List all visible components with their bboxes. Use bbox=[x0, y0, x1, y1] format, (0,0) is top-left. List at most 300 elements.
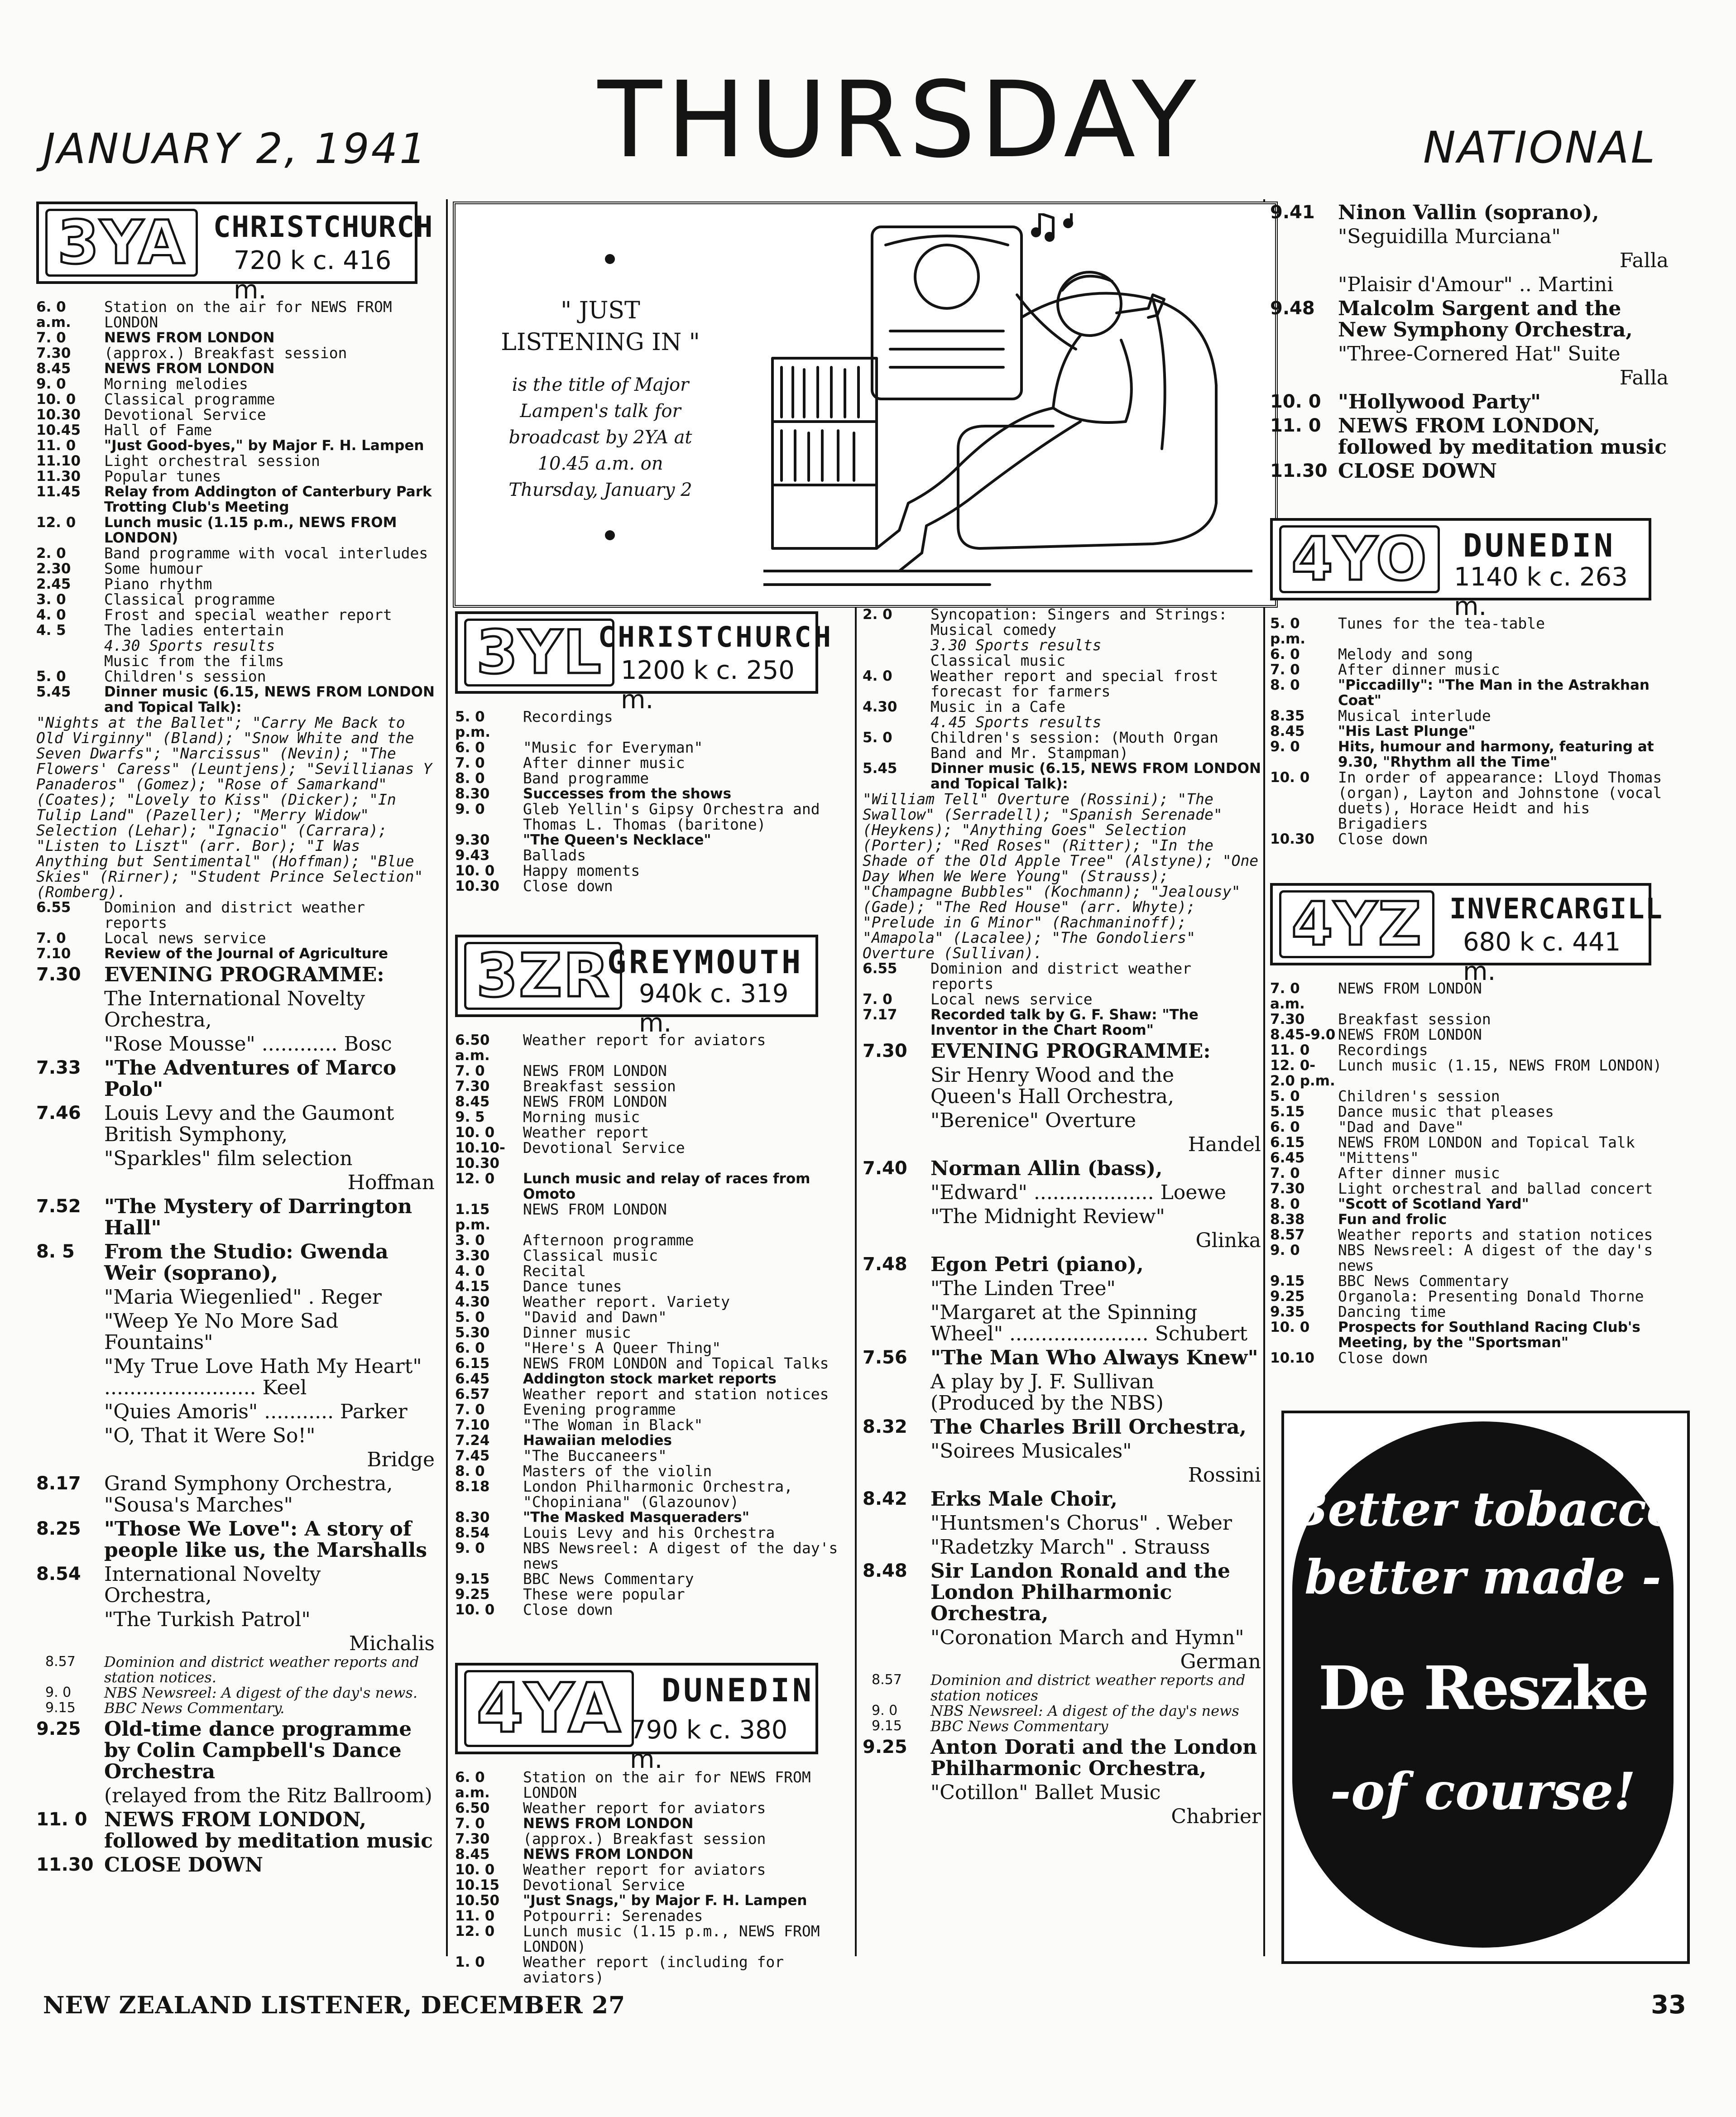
entry-time: 6.50 bbox=[455, 1800, 490, 1816]
entry-title: Weather report for aviators bbox=[523, 1799, 766, 1817]
entry-time: 5. 0 bbox=[1270, 1088, 1300, 1104]
bullet-dot bbox=[605, 530, 615, 540]
entry-title: Ninon Vallin (soprano), bbox=[1338, 201, 1599, 224]
entry-title: Malcolm Sargent and the New Symphony Orchestra, bbox=[1338, 297, 1633, 341]
schedule-entry bbox=[1270, 1227, 1669, 1243]
entry-title: Light orchestral session bbox=[104, 452, 320, 470]
entry-title: "The Linden Tree" bbox=[930, 1277, 1116, 1300]
entry-title: Hawaiian melodies bbox=[523, 1432, 672, 1449]
spacer bbox=[36, 1449, 104, 1470]
entry-title: Weather report and station notices bbox=[523, 1385, 829, 1403]
entry-time: 7.52 bbox=[36, 1196, 81, 1217]
schedule-entry bbox=[863, 1560, 1261, 1624]
column-rule bbox=[446, 199, 448, 1956]
schedule-entry bbox=[1270, 724, 1669, 739]
schedule-entry bbox=[1270, 739, 1669, 770]
schedule-entry bbox=[863, 1347, 1261, 1368]
entry-title: "Hollywood Party" bbox=[1338, 390, 1541, 413]
entry-title: NEWS FROM LONDON bbox=[523, 1200, 667, 1218]
entry-title: "Those We Love": A story of people like us, the Marshalls bbox=[104, 1517, 427, 1562]
entry-time bbox=[36, 1287, 104, 1308]
entry-time: 11. 0 bbox=[36, 437, 76, 454]
schedule-entry bbox=[36, 946, 435, 961]
programme-list bbox=[455, 1770, 854, 1985]
feature-quote: " JUST LISTENING IN " bbox=[501, 297, 700, 356]
entry-time: 7. 0 bbox=[1270, 662, 1300, 678]
entry-title: "The Adventures of Marco Polo" bbox=[104, 1056, 397, 1101]
entry-title: Classical music bbox=[523, 1247, 658, 1264]
schedule-entry bbox=[36, 1854, 435, 1876]
schedule-entry bbox=[36, 669, 435, 684]
entry-time: 6.55 bbox=[863, 960, 897, 977]
composer-name: Falla bbox=[1619, 366, 1669, 389]
spacer bbox=[36, 1172, 104, 1193]
entry-title: The ladies entertain bbox=[104, 621, 284, 639]
schedule-entry bbox=[863, 761, 1261, 792]
entry-time: 10.50 bbox=[455, 1892, 500, 1909]
schedule-entry bbox=[863, 1206, 1261, 1227]
entry-title: Gleb Yellin's Gipsy Orchestra and Thomas L. Thomas (baritone) bbox=[523, 800, 820, 833]
schedule-entry bbox=[36, 453, 435, 469]
schedule-entry bbox=[455, 1464, 854, 1479]
entry-title: Dominion and district weather reports and station notices bbox=[930, 1671, 1246, 1704]
schedule-entry bbox=[455, 1356, 854, 1371]
station-frequency: 1140 k c. 263 m. bbox=[1454, 562, 1628, 621]
entry-title: Prospects for Southland Racing Club's Meeting, by the "Sportsman" bbox=[1338, 1319, 1640, 1351]
schedule-entry bbox=[455, 1433, 854, 1448]
schedule-entry bbox=[863, 1703, 1261, 1719]
programme-list bbox=[1270, 616, 1669, 847]
entry-title: Review of the Journal of Agriculture bbox=[104, 946, 388, 962]
entry-title: CLOSE DOWN bbox=[1338, 460, 1497, 483]
entry-time: 10. 0 bbox=[1270, 1319, 1310, 1335]
schedule-entry bbox=[455, 1263, 854, 1279]
schedule-entry bbox=[455, 1294, 854, 1310]
entry-time: 6.15 bbox=[1270, 1134, 1305, 1151]
entry-title: Musical interlude bbox=[1338, 707, 1491, 725]
entry-time: 11.10 bbox=[36, 453, 81, 469]
schedule-entry bbox=[1270, 202, 1669, 223]
entry-time: 8. 0 bbox=[455, 770, 485, 787]
entry-title: "Sparkles" film selection bbox=[104, 1147, 353, 1170]
schedule-entry bbox=[863, 1440, 1261, 1462]
station-logo-4ya bbox=[455, 1663, 818, 1774]
entry-title: "Soirees Musicales" bbox=[930, 1440, 1132, 1463]
station-city: INVERCARGILL bbox=[1449, 892, 1663, 925]
entry-time: 8.35 bbox=[1270, 708, 1305, 724]
entry-title: Dominion and district weather reports bbox=[104, 898, 365, 931]
entry-title: Lunch music (1.15 p.m., NEWS FROM LONDON) bbox=[104, 514, 397, 546]
entry-time: 11. 0 bbox=[36, 1809, 87, 1830]
schedule-entry bbox=[863, 1737, 1261, 1779]
entry-time: 8.48 bbox=[863, 1560, 907, 1581]
schedule-entry bbox=[36, 1654, 435, 1685]
entry-title: Local news service bbox=[104, 929, 266, 947]
programme-list bbox=[455, 709, 854, 894]
station-frequency: 720 k c. 416 m. bbox=[234, 246, 392, 305]
schedule-entry bbox=[36, 576, 435, 592]
entry-time: 9. 0 bbox=[1270, 739, 1300, 755]
schedule-entry bbox=[863, 1278, 1261, 1299]
schedule-entry bbox=[1270, 1119, 1669, 1135]
schedule-entry bbox=[455, 786, 854, 802]
entry-title: After dinner music bbox=[1338, 661, 1500, 678]
entry-time bbox=[1270, 226, 1338, 247]
entry-title: "Plaisir d'Amour" .. Martini bbox=[1338, 273, 1614, 296]
schedule-entry bbox=[863, 1254, 1261, 1275]
entry-time: 8.57 bbox=[45, 1654, 76, 1670]
entry-title: NEWS FROM LONDON bbox=[104, 330, 275, 346]
entry-title: Melody and song bbox=[1338, 645, 1473, 663]
entry-title: Masters of the violin bbox=[523, 1462, 712, 1480]
entry-time: 6.50 a.m. bbox=[455, 1032, 490, 1064]
entry-time: 6. 0 bbox=[455, 739, 485, 756]
entry-title: NEWS FROM LONDON bbox=[1338, 979, 1482, 997]
entry-title: NBS Newsreel: A digest of the day's news. bbox=[104, 1684, 418, 1701]
schedule-entry bbox=[36, 592, 435, 607]
entry-title: Local news service bbox=[930, 990, 1093, 1008]
schedule-entry bbox=[455, 1371, 854, 1387]
entry-time: 7.30 bbox=[863, 1041, 907, 1061]
entry-title: International Novelty Orchestra, bbox=[104, 1563, 321, 1607]
entry-time: 12. 0-2.0 p.m. bbox=[1270, 1057, 1335, 1089]
entry-time: 8.54 bbox=[36, 1564, 81, 1584]
entry-title: From the Studio: Gwenda Weir (soprano), bbox=[104, 1240, 388, 1285]
entry-time: 7.46 bbox=[36, 1103, 81, 1123]
entry-time: 12. 0 bbox=[36, 514, 76, 531]
schedule-entry bbox=[36, 346, 435, 361]
composer-line bbox=[863, 1806, 1261, 1827]
music-titles: "Nights at the Ballet"; "Carry Me Back to Old Virginny" (Bland); "Snow White and the Seven Dwarfs"; "Narcissus" (Nevin); "The Flowers' Caress" (Leuntjens); "Sevillianas Y Panaderos" (Gomez); "Rose of Samarkand" (Coates); "Lovely to Kiss" (Dicker); "In Tulip Land" (Pazeller); "Merry Widow" Selection (Lehar); "Ignacio" (Carrara); "Listen to Liszt" (arr. Bor); "I Was Anything but Sentimental" (Hoffman); "Blue Skies" (Rirner); "Student Prince Selection" (Romberg). bbox=[36, 714, 432, 901]
schedule-entry bbox=[455, 1202, 854, 1233]
entry-title: "Maria Wiegenlied" . Reger bbox=[104, 1286, 382, 1309]
entry-title: "The Woman in Black" bbox=[523, 1416, 703, 1434]
entry-time bbox=[863, 1440, 930, 1462]
entry-title: Weather reports and station notices bbox=[1338, 1226, 1653, 1243]
entry-title: Happy moments bbox=[523, 862, 640, 879]
entry-time: 9. 0 bbox=[45, 1685, 72, 1700]
entry-time bbox=[863, 653, 930, 668]
schedule-entry bbox=[1270, 343, 1669, 365]
schedule-entry bbox=[455, 848, 854, 863]
schedule-entry bbox=[1270, 1289, 1669, 1304]
entry-time bbox=[36, 1033, 104, 1055]
feature-box bbox=[453, 202, 1278, 608]
entry-title: Classical programme bbox=[104, 390, 275, 408]
schedule-entry bbox=[36, 376, 435, 392]
schedule-entry bbox=[36, 1241, 435, 1284]
schedule-entry bbox=[36, 1785, 435, 1806]
spacer bbox=[863, 1651, 930, 1672]
schedule-entry bbox=[1270, 662, 1669, 677]
entry-time bbox=[36, 1785, 104, 1806]
composer-line bbox=[863, 1651, 1261, 1672]
entry-time: 10. 0 bbox=[455, 1124, 495, 1141]
entry-title: NBS Newsreel: A digest of the day's news bbox=[1338, 1241, 1653, 1274]
entry-time: 8. 0 bbox=[455, 1463, 485, 1479]
column-3ya bbox=[36, 202, 435, 1876]
entry-time: 7.30 bbox=[455, 1831, 490, 1847]
entry-title: Popular tunes bbox=[104, 467, 221, 485]
programme-list bbox=[1270, 202, 1669, 482]
schedule-entry bbox=[1270, 647, 1669, 662]
entry-time: 10.45 bbox=[36, 422, 81, 438]
entry-title: Dance tunes bbox=[523, 1277, 622, 1295]
entry-time: 7. 0 bbox=[455, 1063, 485, 1079]
programme-list bbox=[36, 299, 435, 1876]
entry-title: "Piccadilly": "The Man in the Astrakhan Coat" bbox=[1338, 677, 1650, 709]
schedule-sub-entry bbox=[36, 638, 435, 653]
entry-title: Weather report for aviators bbox=[523, 1861, 766, 1878]
entry-time: 10. 0 bbox=[455, 1862, 495, 1878]
entry-time: 10.10 bbox=[1270, 1350, 1315, 1366]
entry-time: 2.45 bbox=[36, 576, 71, 592]
entry-time bbox=[863, 1278, 930, 1299]
entry-time bbox=[1270, 274, 1338, 295]
entry-time: 4. 0 bbox=[455, 1263, 485, 1279]
schedule-entry bbox=[863, 653, 1261, 668]
entry-title: Sir Landon Ronald and the London Philharmonic Orchestra, bbox=[930, 1560, 1230, 1625]
entry-title: Grand Symphony Orchestra, "Sousa's Marches" bbox=[104, 1472, 393, 1517]
entry-title: BBC News Commentary bbox=[523, 1570, 694, 1588]
entry-title: Morning music bbox=[523, 1108, 640, 1126]
station-logo-3ya bbox=[36, 202, 434, 305]
schedule-entry bbox=[863, 1488, 1261, 1510]
entry-time: 2. 0 bbox=[36, 545, 66, 562]
entry-time: 9.25 bbox=[36, 1719, 81, 1739]
entry-time: 10. 0 bbox=[1270, 391, 1321, 412]
entry-time: 11.30 bbox=[36, 1854, 94, 1875]
schedule-entry bbox=[863, 668, 1261, 699]
schedule-entry bbox=[1270, 274, 1669, 295]
entry-time: 4. 0 bbox=[863, 668, 892, 684]
schedule-entry bbox=[36, 392, 435, 407]
entry-time: 9.15 bbox=[872, 1718, 902, 1734]
station-logo-3zr bbox=[455, 935, 818, 1038]
entry-time bbox=[863, 1110, 930, 1131]
entry-time: 7.45 bbox=[455, 1448, 490, 1464]
entry-title: Weather report. Variety bbox=[523, 1293, 730, 1311]
schedule-entry bbox=[1270, 677, 1669, 708]
schedule-entry bbox=[455, 1171, 854, 1202]
advert-line-2: better made - bbox=[1304, 1549, 1661, 1605]
weekday-title: THURSDAY bbox=[598, 59, 1201, 181]
advert-reference: DR.132.3 bbox=[1597, 1924, 1655, 1939]
schedule-entry bbox=[863, 607, 1261, 638]
entry-time: 11. 0 bbox=[455, 1908, 495, 1924]
entry-title: CLOSE DOWN bbox=[104, 1853, 264, 1877]
entry-title: Station on the air for NEWS FROM LONDON bbox=[523, 1768, 811, 1801]
entry-time: 5.45 bbox=[36, 684, 71, 700]
entry-time: 8.57 bbox=[1270, 1227, 1305, 1243]
entry-title: "Just Good-byes," by Major F. H. Lampen bbox=[104, 437, 424, 454]
schedule-entry bbox=[455, 1862, 854, 1877]
entry-time bbox=[863, 1206, 930, 1227]
composer-name: Chabrier bbox=[1171, 1805, 1261, 1828]
schedule-entry bbox=[863, 1007, 1261, 1038]
entry-time: 3. 0 bbox=[455, 1232, 485, 1248]
entry-title: Children's session: (Mouth Organ Band and Mr. Stampman) bbox=[930, 729, 1218, 762]
feature-text bbox=[496, 295, 705, 503]
network-label: NATIONAL bbox=[1423, 122, 1657, 173]
schedule-entry bbox=[455, 1387, 854, 1402]
entry-title: "Radetzky March" . Strauss bbox=[930, 1536, 1210, 1559]
programme-list bbox=[1270, 981, 1669, 1366]
entry-title: Station on the air for NEWS FROM LONDON bbox=[104, 298, 392, 331]
schedule-entry bbox=[1270, 226, 1669, 247]
entry-time: 10.30 bbox=[36, 407, 81, 423]
entry-time: 7. 0 a.m. bbox=[1270, 980, 1305, 1012]
station-call-sign: 4YO bbox=[1279, 525, 1440, 593]
entry-time: 9.25 bbox=[1270, 1288, 1305, 1305]
schedule-entry bbox=[863, 1371, 1261, 1414]
entry-time: 8.45 bbox=[36, 360, 71, 377]
schedule-entry bbox=[1270, 708, 1669, 724]
schedule-entry bbox=[455, 1525, 854, 1541]
entry-title: Lunch music (1.15 p.m., NEWS FROM LONDON) bbox=[523, 1922, 820, 1955]
station-city: GREYMOUTH bbox=[607, 944, 804, 981]
entry-note: 4.45 Sports results bbox=[930, 713, 1102, 731]
entry-title: Louis Levy and his Orchestra bbox=[523, 1524, 775, 1541]
schedule-entry bbox=[863, 730, 1261, 761]
entry-title: BBC News Commentary bbox=[1338, 1272, 1509, 1290]
entry-time: 5.45 bbox=[863, 760, 897, 777]
entry-time: 9.43 bbox=[455, 847, 490, 864]
entry-time: 5. 0 p.m. bbox=[1270, 615, 1306, 647]
entry-time bbox=[36, 1609, 104, 1630]
entry-time: 6. 0 bbox=[455, 1340, 485, 1356]
entry-title: "The Turkish Patrol" bbox=[104, 1608, 311, 1631]
entry-time: 8.25 bbox=[36, 1518, 81, 1539]
entry-title: Hall of Fame bbox=[104, 421, 212, 439]
entry-title: Lunch music and relay of races from Omoto bbox=[523, 1171, 810, 1202]
entry-time: 7. 0 bbox=[1270, 1165, 1300, 1181]
entry-time bbox=[36, 1148, 104, 1169]
entry-time bbox=[36, 1401, 104, 1422]
composer-name: Falla bbox=[1619, 249, 1669, 272]
schedule-entry bbox=[36, 1057, 435, 1100]
schedule-entry bbox=[1270, 1273, 1669, 1289]
schedule-entry bbox=[863, 1302, 1261, 1344]
entry-title: Fun and frolic bbox=[1338, 1211, 1447, 1228]
schedule-entry bbox=[863, 699, 1261, 715]
entry-time bbox=[863, 1371, 930, 1414]
entry-time: 5. 0 p.m. bbox=[455, 709, 491, 740]
entry-note: 4.30 Sports results bbox=[104, 637, 275, 654]
entry-title: "His Last Plunge" bbox=[1338, 723, 1476, 739]
spacer bbox=[863, 1464, 930, 1486]
composer-line bbox=[36, 1633, 435, 1654]
advert-tagline: -of course! bbox=[1330, 1762, 1636, 1821]
issue-date: JANUARY 2, 1941 bbox=[43, 125, 428, 173]
schedule-entry bbox=[455, 1924, 854, 1954]
schedule-entry bbox=[1270, 1212, 1669, 1227]
schedule-entry bbox=[455, 1079, 854, 1094]
station-logo-3yl bbox=[455, 611, 834, 715]
programme-list bbox=[455, 1032, 854, 1618]
schedule-entry bbox=[36, 988, 435, 1031]
entry-title: Music in a Cafe bbox=[930, 698, 1066, 715]
entry-time: 6. 0 a.m. bbox=[36, 299, 71, 331]
entry-title: "The Queen's Necklace" bbox=[523, 832, 711, 848]
schedule-entry bbox=[1270, 391, 1669, 413]
entry-title: "Dad and Dave" bbox=[1338, 1118, 1464, 1136]
entry-title: "My True Love Hath My Heart" ........................ Keel bbox=[104, 1355, 422, 1399]
entry-time: 9.41 bbox=[1270, 202, 1315, 223]
entry-time: 7.10 bbox=[455, 1417, 490, 1433]
composer-name: Rossini bbox=[1188, 1464, 1261, 1487]
schedule-entry bbox=[36, 623, 435, 638]
entry-title: Weather report for aviators bbox=[523, 1031, 766, 1049]
composer-line bbox=[863, 1134, 1261, 1155]
entry-time: 4.15 bbox=[455, 1278, 490, 1295]
entry-time: 6.15 bbox=[455, 1355, 490, 1372]
entry-time bbox=[863, 1065, 930, 1107]
schedule-entry bbox=[36, 607, 435, 623]
column-3ya-end-4yo-4yz bbox=[1270, 199, 1669, 1366]
schedule-entry bbox=[455, 771, 854, 786]
entry-time: 8.30 bbox=[455, 786, 490, 802]
schedule-entry bbox=[36, 561, 435, 576]
entry-time bbox=[36, 1311, 104, 1353]
schedule-entry bbox=[1270, 1012, 1669, 1027]
schedule-entry bbox=[455, 1831, 854, 1847]
station-call-sign: 3YL bbox=[464, 619, 614, 686]
station-call-sign: 3ZR bbox=[464, 942, 622, 1010]
entry-title: Close down bbox=[523, 1601, 613, 1618]
station-frequency: 940k c. 319 m. bbox=[639, 979, 789, 1038]
entry-title: Band programme with vocal interludes bbox=[104, 544, 428, 562]
entry-time: 7. 0 bbox=[36, 930, 66, 946]
entry-title: BBC News Commentary. bbox=[104, 1699, 285, 1717]
schedule-entry bbox=[863, 1110, 1261, 1131]
schedule-entry bbox=[36, 1356, 435, 1398]
schedule-entry bbox=[863, 1416, 1261, 1438]
entry-title: Band programme bbox=[523, 769, 649, 787]
schedule-entry bbox=[455, 1340, 854, 1356]
entry-time: 6.45 bbox=[1270, 1150, 1305, 1166]
entry-title: Weather report bbox=[523, 1123, 649, 1141]
schedule-entry bbox=[455, 1479, 854, 1510]
schedule-entry bbox=[36, 900, 435, 931]
entry-title: Frost and special weather report bbox=[104, 606, 392, 624]
entry-title: Children's session bbox=[104, 667, 266, 685]
entry-time: 8. 0 bbox=[1270, 677, 1300, 693]
entry-title: NEWS FROM LONDON, followed by meditation music bbox=[104, 1808, 433, 1853]
entry-title: NEWS FROM LONDON bbox=[523, 1062, 667, 1080]
entry-title: EVENING PROGRAMME: bbox=[104, 963, 384, 986]
entry-title: Recordings bbox=[523, 708, 613, 725]
entry-time: 8. 5 bbox=[36, 1241, 75, 1262]
schedule-entry bbox=[1270, 1042, 1669, 1058]
schedule-entry bbox=[863, 1672, 1261, 1703]
entry-title: Morning melodies bbox=[104, 375, 248, 393]
schedule-entry bbox=[36, 546, 435, 561]
schedule-entry bbox=[455, 1448, 854, 1464]
entry-time: 11. 0 bbox=[1270, 415, 1321, 436]
entry-time: 10.15 bbox=[455, 1877, 500, 1893]
entry-time: 8.18 bbox=[455, 1479, 490, 1495]
entry-title: "Seguidilla Murciana" bbox=[1338, 225, 1561, 248]
entry-time: 12. 0 bbox=[455, 1171, 495, 1187]
entry-time: 1. 0 bbox=[455, 1954, 485, 1970]
composer-name: Bridge bbox=[367, 1448, 435, 1471]
entry-time: 2. 0 bbox=[863, 606, 892, 623]
entry-time: 8.45 bbox=[455, 1094, 490, 1110]
spacer bbox=[1270, 367, 1338, 389]
schedule-entry bbox=[455, 878, 854, 894]
entry-title: Dinner music (6.15, NEWS FROM LONDON and Topical Talk): bbox=[104, 684, 435, 715]
